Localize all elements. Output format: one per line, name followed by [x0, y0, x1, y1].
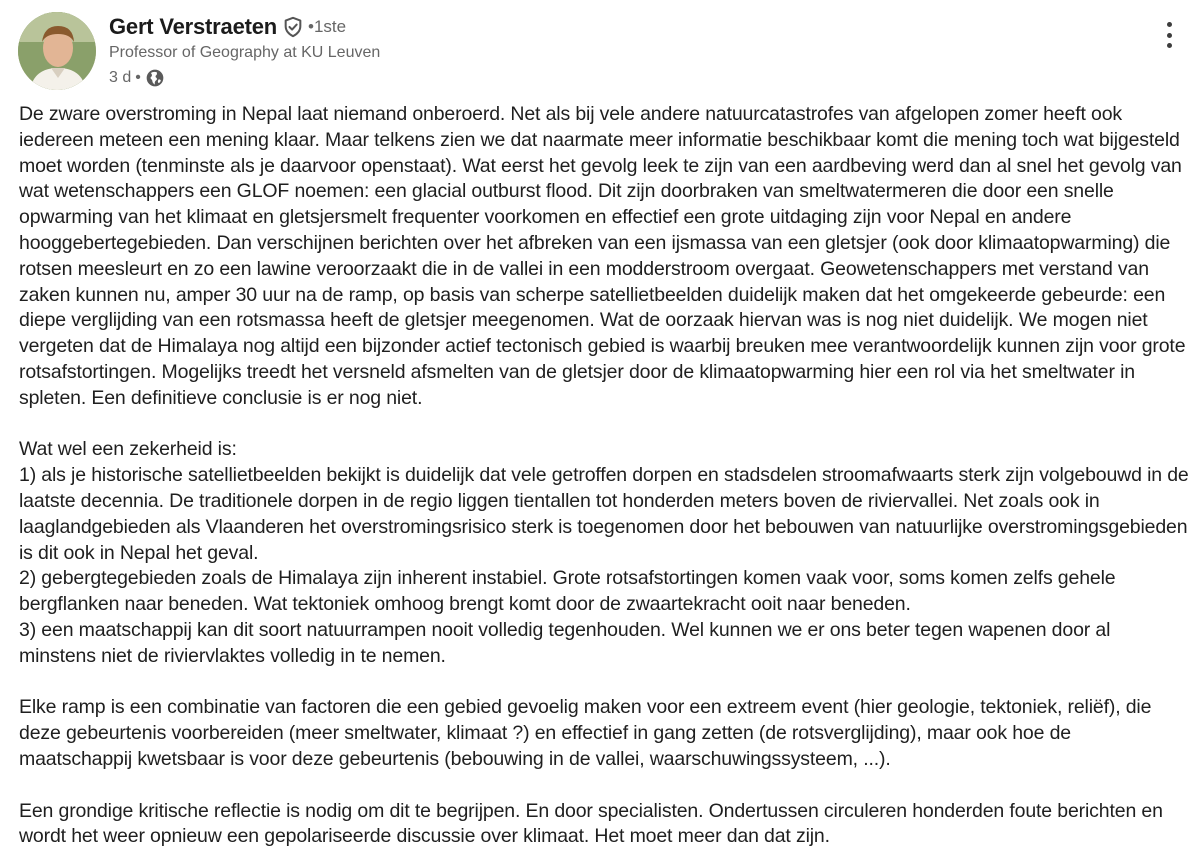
- author-headline: Professor of Geography at KU Leuven: [109, 44, 381, 61]
- paragraph-gap: [19, 412, 1189, 438]
- connection-degree-label: 1ste: [313, 17, 347, 36]
- post-meta: [109, 66, 380, 90]
- paragraph-gap: [19, 670, 1189, 696]
- post-body: [19, 102, 1189, 850]
- more-vertical-icon: [1167, 22, 1172, 27]
- post-header: [18, 12, 1182, 92]
- post-paragraph-1: De zware overstroming in Nepal laat niemand onberoerd. Net als bij vele andere natuurcatastrofes van afgelopen zomer heeft ook iedereen meteen een mening klaar. Maar telkens zien we dat naarmate meer informatie beschikbaar komt die mening toch wat bijgesteld moet worden (tenminste als je daarvoor openstaat). Wat eerst het gevolg leek te zijn van een aardbeving werd dan al snel het gevolg van wat wetenschappers een GLOF noemen: een glacial outburst flood. Dit zijn doorbraken van smeltwatermeren die door een snelle opwarming van het klimaat en gletsjersmelt frequenter voorkomen en effectief een grote uitdaging zijn voor Nepal en andere hooggebertegebieden. Dan verschijnen berichten over het afbreken van een ijsmassa van een gletsjer (ook door klimaatopwarming) die rotsen meesleurt en zo een lawine veroorzaakt die in de vallei in een modderstroom overgaat. Geowetenschappers met verstand van zaken kunnen nu, amper 30 uur na de ramp, op basis van scherpe satellietbeelden duidelijk maken dat het omgekeerde gebeurde: een diepe verglijding van een rotsmassa heeft de gletsjer meegenomen. Wat de oorzaak hiervan was is nog niet duidelijk. We mogen niet vergeten dat de Himalaya nog altijd een bijzonder actief tectonisch gebied is waarbij breuken mee verantwoordelijk kunnen zijn voor grote rotsafstortingen. Mogelijks treedt het versneld afsmelten van de gletsjer door de klimaatopwarming hier een rol via het smeltwater in spleten. Een definitieve conclusie is er nog niet.: [19, 103, 1186, 409]
- author-name[interactable]: Gert Verstraeten: [109, 14, 277, 39]
- connection-degree: •1ste: [308, 17, 347, 36]
- paragraph-gap: [19, 773, 1189, 799]
- globe-icon: [145, 68, 165, 88]
- post-paragraph-3: Elke ramp is een combinatie van factoren die een gebied gevoelig maken voor een extreem event (hier geologie, tektoniek, reliëf), die deze gebeurtenis voorbereiden (meer smeltwater, klimaat ?) en effectief in gang zetten (de rotsverglijding), maar ook hoe de maatschappij kwetsbaar is voor deze gebeurtenis (bebouwing in de vallei, waarschuwingssysteem, ...).: [19, 696, 1152, 770]
- verified-shield-icon: [282, 16, 304, 38]
- avatar-photo-icon: [18, 12, 96, 90]
- more-dot: [1167, 43, 1172, 48]
- post-time: 3 d: [109, 69, 132, 86]
- post-paragraph-2: Wat wel een zekerheid is: 1) als je historische satellietbeelden bekijkt is duidelijk dat vele getroffen dorpen en stadsdelen stroomafwaarts sterk zijn volgebouwd in de laatste decennia. De traditionele dorpen in de regio liggen tientallen tot honderden meters boven de riviervallei. Net zoals ook in laaglandgebieden als Vlaanderen het overstromingsrisico sterk is toegenomen door het bebouwen van natuurlijke overstromingsgebieden is dit ook in Nepal het geval. 2) gebergtegebieden zoals de Himalaya zijn inherent instabiel. Grote rotsafstortingen komen vaak voor, soms komen zelfs gehele bergflanken naar beneden. Wat tektoniek omhoog brengt komt door de zwaartekracht ooit naar beneden. 3) een maatschappij kan dit soort natuurrampen nooit volledig tegenhouden. Wel kunnen we er ons beter tegen wapenen door al minstens niet de riviervlaktes volledig in te nemen.: [19, 438, 1189, 667]
- author-avatar[interactable]: [18, 12, 96, 90]
- more-dot: [1167, 33, 1172, 38]
- meta-separator: •: [135, 69, 141, 86]
- post-paragraph-4: Een grondige kritische reflectie is nodig om dit te begrijpen. En door specialisten. Ondertussen circuleren honderden foute berichten en wordt het weer opnieuw een gepolariseerde discussie over klimaat. Het moet meer dan dat zijn.: [19, 799, 1163, 848]
- author-info: [109, 14, 380, 90]
- author-line: [109, 14, 380, 40]
- more-options-button[interactable]: [1160, 22, 1178, 48]
